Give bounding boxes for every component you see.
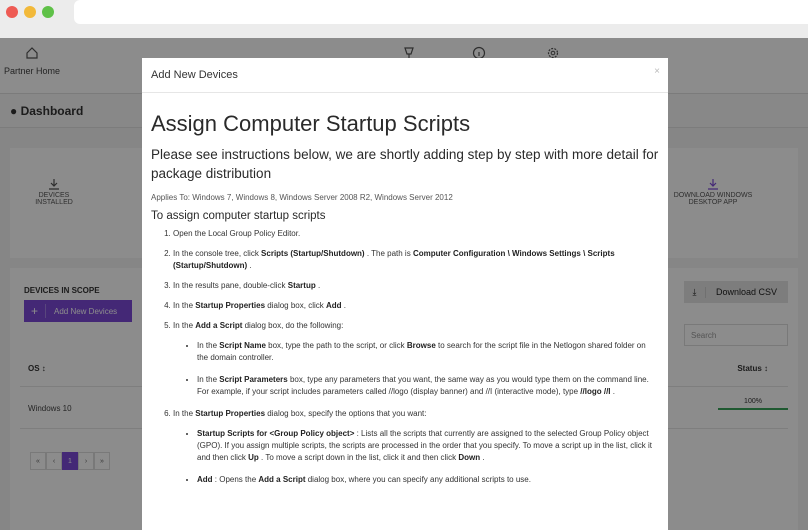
search-input[interactable]: Search	[684, 324, 788, 346]
instructions-title: Assign Computer Startup Scripts	[151, 111, 471, 136]
bulb-icon: ●	[10, 104, 18, 118]
pager-next[interactable]: ›	[78, 452, 94, 470]
download-windows-label: DOWNLOAD WINDOWS DESKTOP APP	[673, 192, 753, 206]
column-header-os[interactable]: OS ↕	[28, 364, 46, 373]
step-6-sublist	[173, 428, 659, 486]
modal-body	[142, 93, 668, 486]
download-icon: ⤓	[684, 287, 706, 298]
section-title: To assign computer startup scripts	[151, 210, 326, 222]
list-item: • Startup Scripts for <Group Policy object> : Lists all the scripts that currently are assigned to the selected Group Policy object (GPO). If you assign multiple scripts, the scripts are processed in the order that you specify. To move a script up in the list, click it and then click Up . To move a script down in the list, click it and then click Down .	[197, 428, 659, 464]
address-bar[interactable]	[74, 0, 808, 24]
steps-list	[151, 228, 659, 486]
instructions-subtitle: Please see instructions below, we are shortly adding step by step with more detail for package distribution	[151, 147, 659, 181]
scope-title: DEVICES IN SCOPE	[24, 286, 100, 295]
maximize-window-button[interactable]	[42, 6, 54, 18]
devices-installed-label: DEVICES INSTALLED	[35, 192, 73, 206]
close-icon[interactable]: ×	[654, 66, 660, 77]
applies-to: Applies To: Windows 7, Windows 8, Windows Server 2008 R2, Windows Server 2012	[151, 193, 453, 202]
pager-last[interactable]: »	[94, 452, 110, 470]
step-5-sublist	[173, 340, 659, 398]
pager-prev[interactable]: ‹	[46, 452, 62, 470]
step-5: 5. In the Add a Script dialog box, do the following: • In the Script Name box, type the path to the script, or click Browse to search for the script file in the Netlogon shared folder on the domain controller. • In the Script Parameters box, type any parameters that you want, the same way as you would type them on the command line. For example, if your script includes parameters called //logo (display banner) and //I (interactive mode), type //logo //I .	[173, 320, 659, 398]
dashboard-title-label: Dashboard	[20, 104, 84, 118]
status-value: 100%	[744, 398, 762, 405]
modal-title: Add New Devices	[151, 69, 238, 81]
download-csv-label: Download CSV	[716, 287, 778, 297]
step-3: 3. In the results pane, double-click Startup .	[173, 280, 659, 292]
cell-os: Windows 10	[28, 404, 72, 413]
browser-chrome	[0, 0, 808, 38]
step-4: 4. In the Startup Properties dialog box, click Add .	[173, 300, 659, 312]
add-new-devices-label: Add New Devices	[54, 306, 118, 316]
step-1: 1. Open the Local Group Policy Editor.	[173, 228, 659, 240]
pager-first[interactable]: «	[30, 452, 46, 470]
modal-header	[142, 58, 668, 93]
nav-home-label: Partner Home	[3, 66, 61, 76]
pager-page-1[interactable]: 1	[62, 452, 78, 470]
plus-icon: +	[24, 304, 46, 318]
add-new-devices-modal	[142, 58, 668, 530]
minimize-window-button[interactable]	[24, 6, 36, 18]
list-item: • In the Script Parameters box, type any parameters that you want, the same way as you would type them on the command line. For example, if your script includes parameters called //logo (display banner) and //I (interactive mode), type //logo //I .	[197, 374, 659, 398]
step-2: 2. In the console tree, click Scripts (Startup/Shutdown) . The path is Computer Configuration \ Windows Settings \ Scripts (Startup/Shutdown) .	[173, 248, 659, 272]
list-item: • In the Script Name box, type the path to the script, or click Browse to search for the script file in the Netlogon shared folder on the domain controller.	[197, 340, 659, 364]
list-item: • Add : Opens the Add a Script dialog box, where you can specify any additional scripts to use.	[197, 474, 659, 486]
close-window-button[interactable]	[6, 6, 18, 18]
column-header-status[interactable]: Status ↕	[737, 364, 768, 373]
step-6: 6. In the Startup Properties dialog box, specify the options that you want: • Startup Scripts for <Group Policy object> : Lists all the scripts that currently are assigned to the selected Group Policy object (GPO). If you assign multiple scripts, the scripts are processed in the order that you specify. To move a script up in the list, click it and then click Up . To move a script down in the list, click it and then click Down . • Add : Opens the Add a Script dialog box, where you can specify any additional scripts to use.	[173, 408, 659, 486]
